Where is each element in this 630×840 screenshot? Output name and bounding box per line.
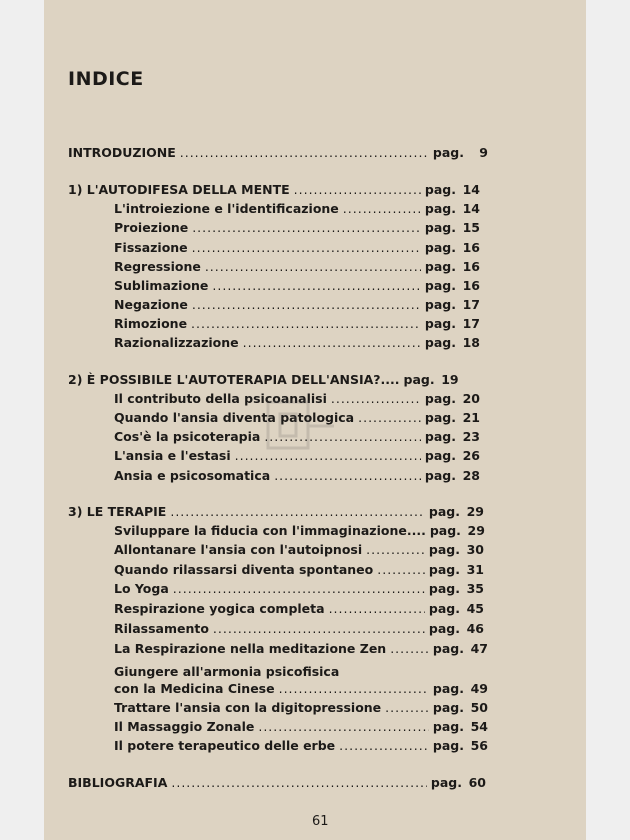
toc-label: Negazione bbox=[114, 297, 188, 312]
page-ref: 23 bbox=[462, 429, 480, 444]
page-ref: 50 bbox=[470, 700, 488, 715]
toc-entry bbox=[114, 680, 488, 698]
toc-entry-introduzione bbox=[68, 144, 488, 162]
page-word: pag. bbox=[424, 316, 456, 331]
toc-entry bbox=[114, 718, 488, 736]
dot-leader bbox=[192, 296, 421, 314]
page-word: pag. bbox=[430, 775, 462, 790]
toc-entry bbox=[114, 239, 480, 257]
page-ref: 17 bbox=[462, 297, 480, 312]
page-word: pag. bbox=[424, 391, 456, 406]
toc-label: 3) LE TERAPIE bbox=[68, 504, 167, 519]
page-word: pag. bbox=[424, 448, 456, 463]
toc-entry-section-2 bbox=[68, 371, 480, 389]
page-word: pag. bbox=[424, 297, 456, 312]
page-ref: 14 bbox=[462, 182, 480, 197]
toc-label: La Respirazione nella meditazione Zen bbox=[114, 641, 387, 656]
page-ref: 54 bbox=[470, 719, 488, 734]
page-word: pag. bbox=[424, 220, 456, 235]
page-word: pag. bbox=[429, 523, 461, 538]
toc-label: L'introiezione e l'identificazione bbox=[114, 201, 339, 216]
page-word: pag. bbox=[428, 601, 460, 616]
toc-label: Il potere terapeutico delle erbe bbox=[114, 738, 336, 753]
page-word: pag. bbox=[424, 429, 456, 444]
page-ref: 18 bbox=[462, 335, 480, 350]
dot-leader bbox=[212, 277, 421, 295]
page-ref: 29 bbox=[467, 523, 485, 538]
dot-leader bbox=[331, 390, 421, 408]
page-word: pag. bbox=[424, 259, 456, 274]
page-word: pag. bbox=[424, 201, 456, 216]
toc-label: Il Massaggio Zonale bbox=[114, 719, 255, 734]
dot-leader bbox=[171, 774, 427, 792]
toc-entry bbox=[114, 219, 480, 237]
toc-label: L'ansia e l'estasi bbox=[114, 448, 231, 463]
watermark-logo-icon bbox=[266, 400, 336, 452]
page-ref: 17 bbox=[462, 316, 480, 331]
page-word: pag. bbox=[428, 562, 460, 577]
toc-label: Sublimazione bbox=[114, 278, 209, 293]
dot-leader bbox=[343, 200, 421, 218]
toc-entry-section-3 bbox=[68, 503, 484, 521]
page-ref: 20 bbox=[462, 391, 480, 406]
toc-label: Quando rilassarsi diventa spontaneo bbox=[114, 562, 374, 577]
dot-leader bbox=[170, 503, 425, 521]
dot-leader bbox=[192, 239, 421, 257]
page-word: pag. bbox=[428, 581, 460, 596]
page-ref: 56 bbox=[470, 738, 488, 753]
page-word: pag. bbox=[432, 681, 464, 696]
toc-entry bbox=[114, 334, 480, 352]
page-ref: 30 bbox=[466, 542, 484, 557]
page-ref: 16 bbox=[462, 240, 480, 255]
toc-entry bbox=[114, 580, 484, 598]
page-ref: 9 bbox=[479, 145, 488, 160]
toc-entry-bibliografia bbox=[68, 774, 486, 792]
toc-entry bbox=[114, 699, 488, 717]
toc-entry bbox=[114, 200, 480, 218]
dot-leader bbox=[358, 409, 421, 427]
toc-entry bbox=[114, 640, 488, 658]
toc-label: Regressione bbox=[114, 259, 201, 274]
page-ref: 31 bbox=[466, 562, 484, 577]
dot-leader bbox=[339, 737, 429, 755]
dot-leader bbox=[294, 181, 421, 199]
toc-label: Razionalizzazione bbox=[114, 335, 239, 350]
toc-entry-continuation: Giungere all'armonia psicofisica bbox=[114, 664, 340, 679]
page-word: pag. bbox=[432, 700, 464, 715]
toc-label: Quando l'ansia diventa patologica bbox=[114, 410, 355, 425]
toc-label: Rimozione bbox=[114, 316, 188, 331]
dot-leader bbox=[173, 580, 425, 598]
toc-entry bbox=[114, 737, 488, 755]
page-ref: 14 bbox=[462, 201, 480, 216]
dot-leader bbox=[192, 219, 421, 237]
toc-label: 2) È POSSIBILE L'AUTOTERAPIA DELL'ANSIA?.... bbox=[68, 372, 400, 387]
dot-leader bbox=[377, 561, 425, 579]
page-ref: 19 bbox=[441, 372, 459, 387]
toc-entry bbox=[114, 541, 484, 559]
toc-entry bbox=[114, 467, 480, 485]
page-ref: 35 bbox=[466, 581, 484, 596]
toc-label: Ansia e psicosomatica bbox=[114, 468, 271, 483]
toc-label: Allontanare l'ansia con l'autoipnosi bbox=[114, 542, 363, 557]
page-ref: 28 bbox=[462, 468, 480, 483]
toc-entry bbox=[114, 277, 480, 295]
dot-leader bbox=[205, 258, 421, 276]
footer-page-number: 61 bbox=[312, 814, 329, 829]
page-word: pag. bbox=[432, 719, 464, 734]
page-word: pag. bbox=[424, 335, 456, 350]
dot-leader bbox=[274, 467, 421, 485]
page-ref: 21 bbox=[462, 410, 480, 425]
toc-entry bbox=[114, 561, 484, 579]
toc-label: Cos'è la psicoterapia bbox=[114, 429, 261, 444]
toc-label: Proiezione bbox=[114, 220, 189, 235]
toc-label: Respirazione yogica completa bbox=[114, 601, 325, 616]
page-ref: 16 bbox=[462, 259, 480, 274]
page-ref: 26 bbox=[462, 448, 480, 463]
page-word: pag. bbox=[424, 182, 456, 197]
page-word: pag. bbox=[424, 468, 456, 483]
dot-leader bbox=[385, 699, 429, 717]
toc-entry-section-1 bbox=[68, 181, 480, 199]
dot-leader bbox=[329, 600, 425, 618]
toc-entry bbox=[114, 296, 480, 314]
dot-leader bbox=[390, 640, 429, 658]
toc-label: con la Medicina Cinese bbox=[114, 681, 275, 696]
page-word: pag. bbox=[432, 145, 464, 160]
page-word: pag. bbox=[428, 621, 460, 636]
page-word: pag. bbox=[424, 240, 456, 255]
page-ref: 60 bbox=[468, 775, 486, 790]
toc-entry bbox=[114, 315, 480, 333]
page-ref: 16 bbox=[462, 278, 480, 293]
toc-label: Trattare l'ansia con la digitopressione bbox=[114, 700, 382, 715]
dot-leader bbox=[243, 334, 421, 352]
page-ref: 15 bbox=[462, 220, 480, 235]
toc-label: INTRODUZIONE bbox=[68, 145, 176, 160]
page-ref: 47 bbox=[470, 641, 488, 656]
toc-entry bbox=[114, 522, 484, 540]
dot-leader bbox=[191, 315, 421, 333]
toc-entry bbox=[114, 600, 484, 618]
page-word: pag. bbox=[428, 542, 460, 557]
toc-label: Rilassamento bbox=[114, 621, 209, 636]
toc-entry bbox=[114, 620, 484, 638]
page-ref: 49 bbox=[470, 681, 488, 696]
page-word: pag. bbox=[432, 641, 464, 656]
dot-leader bbox=[258, 718, 429, 736]
page-word: pag. bbox=[428, 504, 460, 519]
page-word: pag. bbox=[432, 738, 464, 753]
page-ref: 45 bbox=[466, 601, 484, 616]
toc-label: 1) L'AUTODIFESA DELLA MENTE bbox=[68, 182, 290, 197]
toc-label: Sviluppare la fiducia con l'immaginazione.... bbox=[114, 523, 426, 538]
page-word: pag. bbox=[424, 410, 456, 425]
page-ref: 46 bbox=[466, 621, 484, 636]
toc-label: BIBLIOGRAFIA bbox=[68, 775, 168, 790]
dot-leader bbox=[279, 680, 429, 698]
page-word: pag. bbox=[424, 278, 456, 293]
page-ref: 29 bbox=[466, 504, 484, 519]
page-word: pag. bbox=[403, 372, 435, 387]
dot-leader bbox=[213, 620, 425, 638]
dot-leader bbox=[180, 144, 429, 162]
index-title: INDICE bbox=[68, 68, 144, 90]
toc-label: Il contributo della psicoanalisi bbox=[114, 391, 327, 406]
toc-entry bbox=[114, 258, 480, 276]
toc-label: Fissazione bbox=[114, 240, 188, 255]
book-page bbox=[44, 0, 586, 840]
dot-leader bbox=[366, 541, 425, 559]
toc-label: Lo Yoga bbox=[114, 581, 169, 596]
